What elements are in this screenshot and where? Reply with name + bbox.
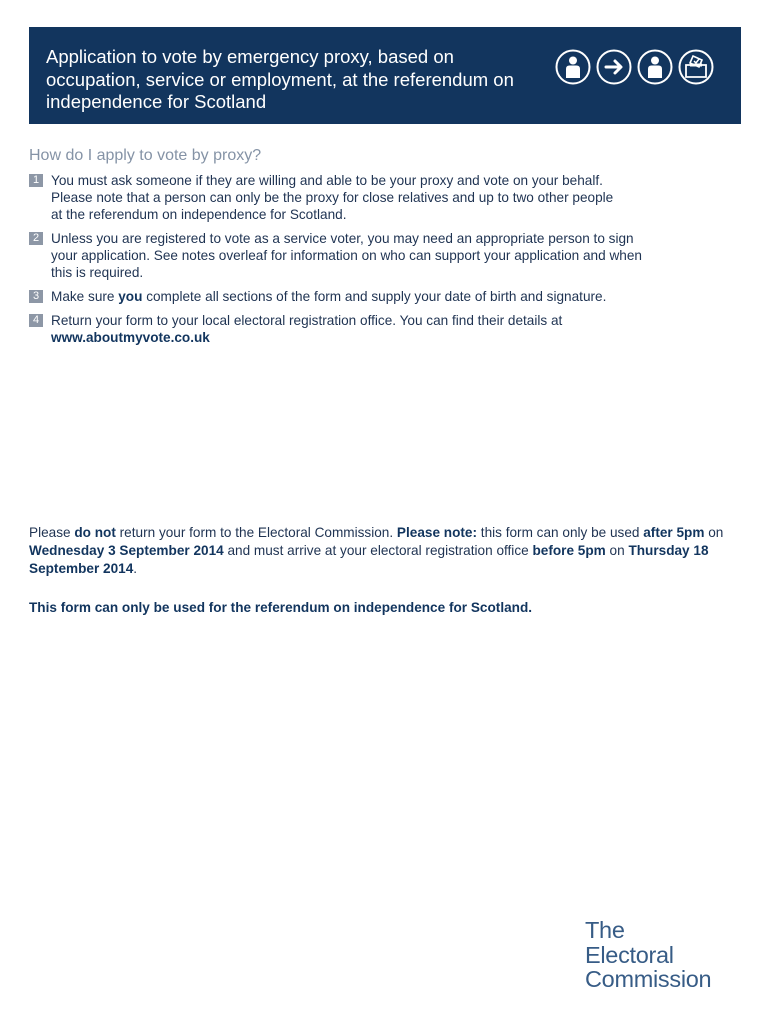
note-bold: Thursday 18 September 2014 [29, 543, 709, 576]
logo-line: The [585, 917, 625, 943]
emphasis-you: you [118, 289, 143, 304]
return-deadline-note [29, 524, 744, 578]
note-bold: Wednesday 3 September 2014 [29, 543, 224, 558]
instructions-list [29, 172, 744, 346]
electoral-commission-logo [585, 918, 711, 992]
aboutmyvote-link[interactable]: www.aboutmyvote.co.uk [51, 330, 210, 345]
header-icons [555, 49, 714, 85]
note-bold: before 5pm [532, 543, 606, 558]
logo-line: Commission [585, 966, 712, 992]
logo-line: Electoral [585, 941, 674, 968]
step-text [51, 288, 744, 305]
note-text: on [605, 543, 629, 558]
arrow-right-icon [596, 49, 632, 85]
note-text: return your form to the Electoral Commission. [115, 525, 397, 540]
step-text-part: Make sure [51, 289, 119, 304]
step-number: 4 [29, 314, 43, 327]
note-bold: Please note: [396, 525, 478, 540]
header-banner [29, 27, 741, 124]
note-text: . [133, 561, 138, 576]
note-text: on [704, 525, 724, 540]
scope-note: This form can only be used for the referendum on independence for Scotland. [29, 600, 533, 615]
voter-icon [555, 49, 591, 85]
note-bold: do not [74, 525, 116, 540]
note-text: and must arrive at your electoral registration office [223, 543, 533, 558]
step-text: Return your form to your local electoral registration office. You can find their details at [51, 313, 563, 328]
proxy-icon [637, 49, 673, 85]
note-text: this form can only be used [477, 525, 644, 540]
step-number: 2 [29, 232, 43, 245]
step-1 [29, 172, 744, 223]
step-text: Unless you are registered to vote as a service voter, you may need an appropriate person to sign your application. See notes overleaf for information on who can support your application and when this is required. [51, 231, 642, 280]
step-3 [29, 288, 744, 305]
form-title: Application to vote by emergency proxy, based on occupation, service or employment, at the referendum on independence for Scotland [46, 46, 514, 112]
step-number: 1 [29, 174, 43, 187]
note-bold: after 5pm [643, 525, 705, 540]
ballot-box-icon [678, 49, 714, 85]
step-text: You must ask someone if they are willing and able to be your proxy and vote on your behalf. Please note that a person can only be the proxy for close relatives and up to two other people at the referendum on independence for Scotland. [51, 173, 614, 222]
how-to-heading: How do I apply to vote by proxy? [29, 147, 262, 164]
note-text: Please [29, 525, 75, 540]
step-text-part: complete all sections of the form and supply your date of birth and signature. [142, 289, 607, 304]
step-4 [29, 312, 744, 346]
step-2 [29, 230, 744, 281]
step-number: 3 [29, 290, 43, 303]
